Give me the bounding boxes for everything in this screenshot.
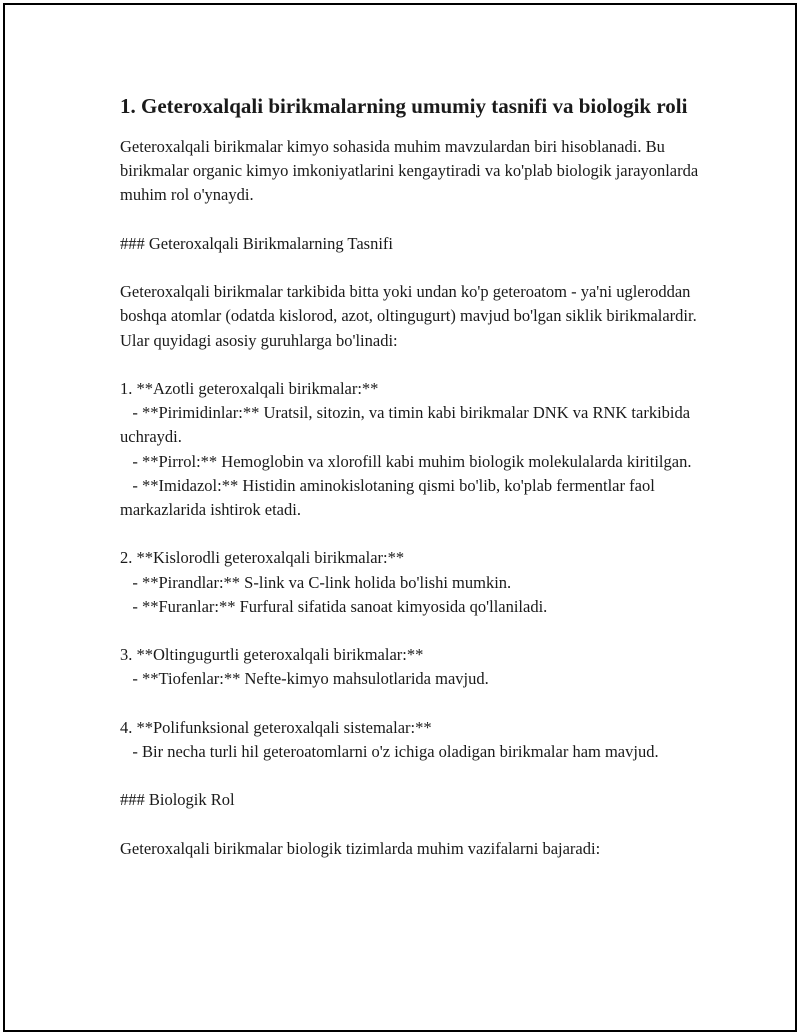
document-content: [120, 91, 700, 861]
page-frame: [3, 3, 797, 1032]
document-body-text: Geteroxalqali birikmalar kimyo sohasida muhim mavzulardan biri hisoblanadi. Bu birikmalar organic kimyo imkoniyatlarini kengaytiradi va ko'plab biologik jarayonlarda muhim rol o'ynaydi. ### Geteroxalqali Birikmalarning Tasnifi Geteroxalqali birikmalar tarkibida bitta yoki undan ko'p geteroatom - ya'ni ugleroddan boshqa atomlar (odatda kislorod, azot, oltingugurt) mavjud bo'lgan siklik birikmalardir. Ular quyidagi asosiy guruhlarga bo'linadi: 1. **Azotli geteroxalqali birikmalar:** - **Pirimidinlar:** Uratsil, sitozin, va timin kabi birikmalar DNK va RNK tarkibida uchraydi. - **Pirrol:** Hemoglobin va xlorofill kabi muhim biologik molekulalarda kiritilgan. - **Imidazol:** Histidin aminokislotaning qismi bo'lib, ko'plab fermentlar faol markazlarida ishtirok etadi. 2. **Kislorodli geteroxalqali birikmalar:** - **Pirandlar:** S-link va C-link holida bo'lishi mumkin. - **Furanlar:** Furfural sifatida sanoat kimyosida qo'llaniladi. 3. **Oltingugurtli geteroxalqali birikmalar:** - **Tiofenlar:** Nefte-kimyo mahsulotlarida mavjud. 4. **Polifunksional geteroxalqali sistemalar:** - Bir necha turli hil geteroatomlarni o'z ichiga oladigan birikmalar ham mavjud. ### Biologik Rol Geteroxalqali birikmalar biologik tizimlarda muhim vazifalarni bajaradi:: [120, 137, 699, 858]
document-heading: 1. Geteroxalqali birikmalarning umumiy tasnifi va biologik roli: [120, 94, 688, 118]
